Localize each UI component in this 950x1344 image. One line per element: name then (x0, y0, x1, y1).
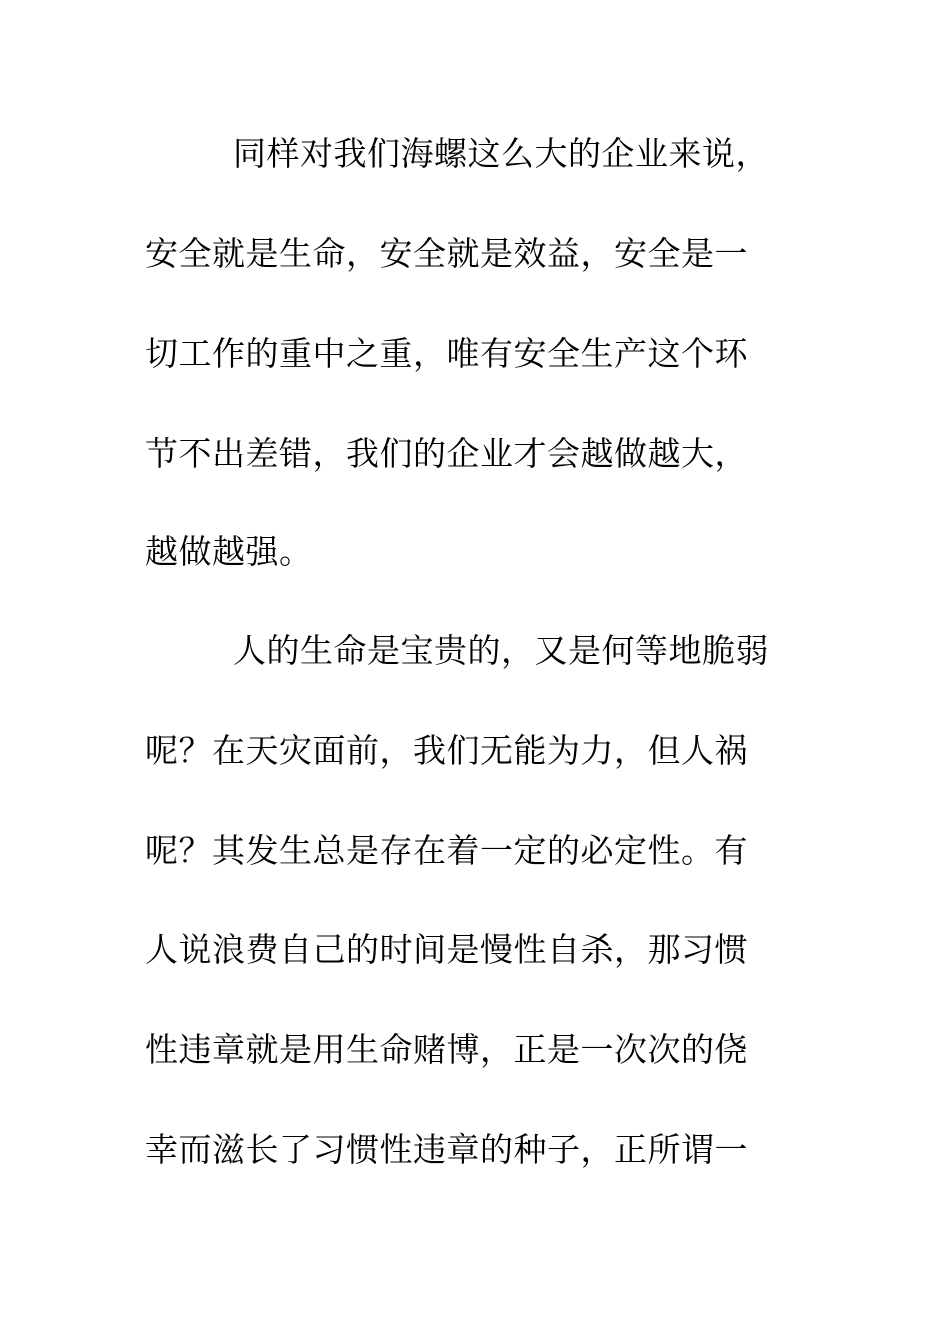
paragraph-1-line-5: 越做越强。 (145, 532, 313, 571)
paragraph-2-line-1: 人的生命是宝贵的，又是何等地脆弱 (233, 631, 769, 670)
paragraph-2-line-5: 性违章就是用生命赌博，正是一次次的侥 (145, 1030, 748, 1069)
paragraph-1-line-1: 同样对我们海螺这么大的企业来说， (233, 134, 769, 173)
paragraph-1-line-3: 切工作的重中之重，唯有安全生产这个环 (145, 334, 748, 373)
paragraph-2-line-6: 幸而滋长了习惯性违章的种子，正所谓一 (145, 1130, 748, 1169)
paragraph-2-line-3: 呢？其发生总是存在着一定的必定性。有 (145, 831, 748, 870)
paragraph-1-line-4: 节不出差错，我们的企业才会越做越大， (145, 434, 748, 473)
paragraph-2-line-2: 呢？在天灾面前，我们无能为力，但人祸 (145, 731, 748, 770)
paragraph-2-line-4: 人说浪费自己的时间是慢性自杀，那习惯 (145, 930, 748, 969)
paragraph-1-line-2: 安全就是生命，安全就是效益，安全是一 (145, 234, 748, 273)
